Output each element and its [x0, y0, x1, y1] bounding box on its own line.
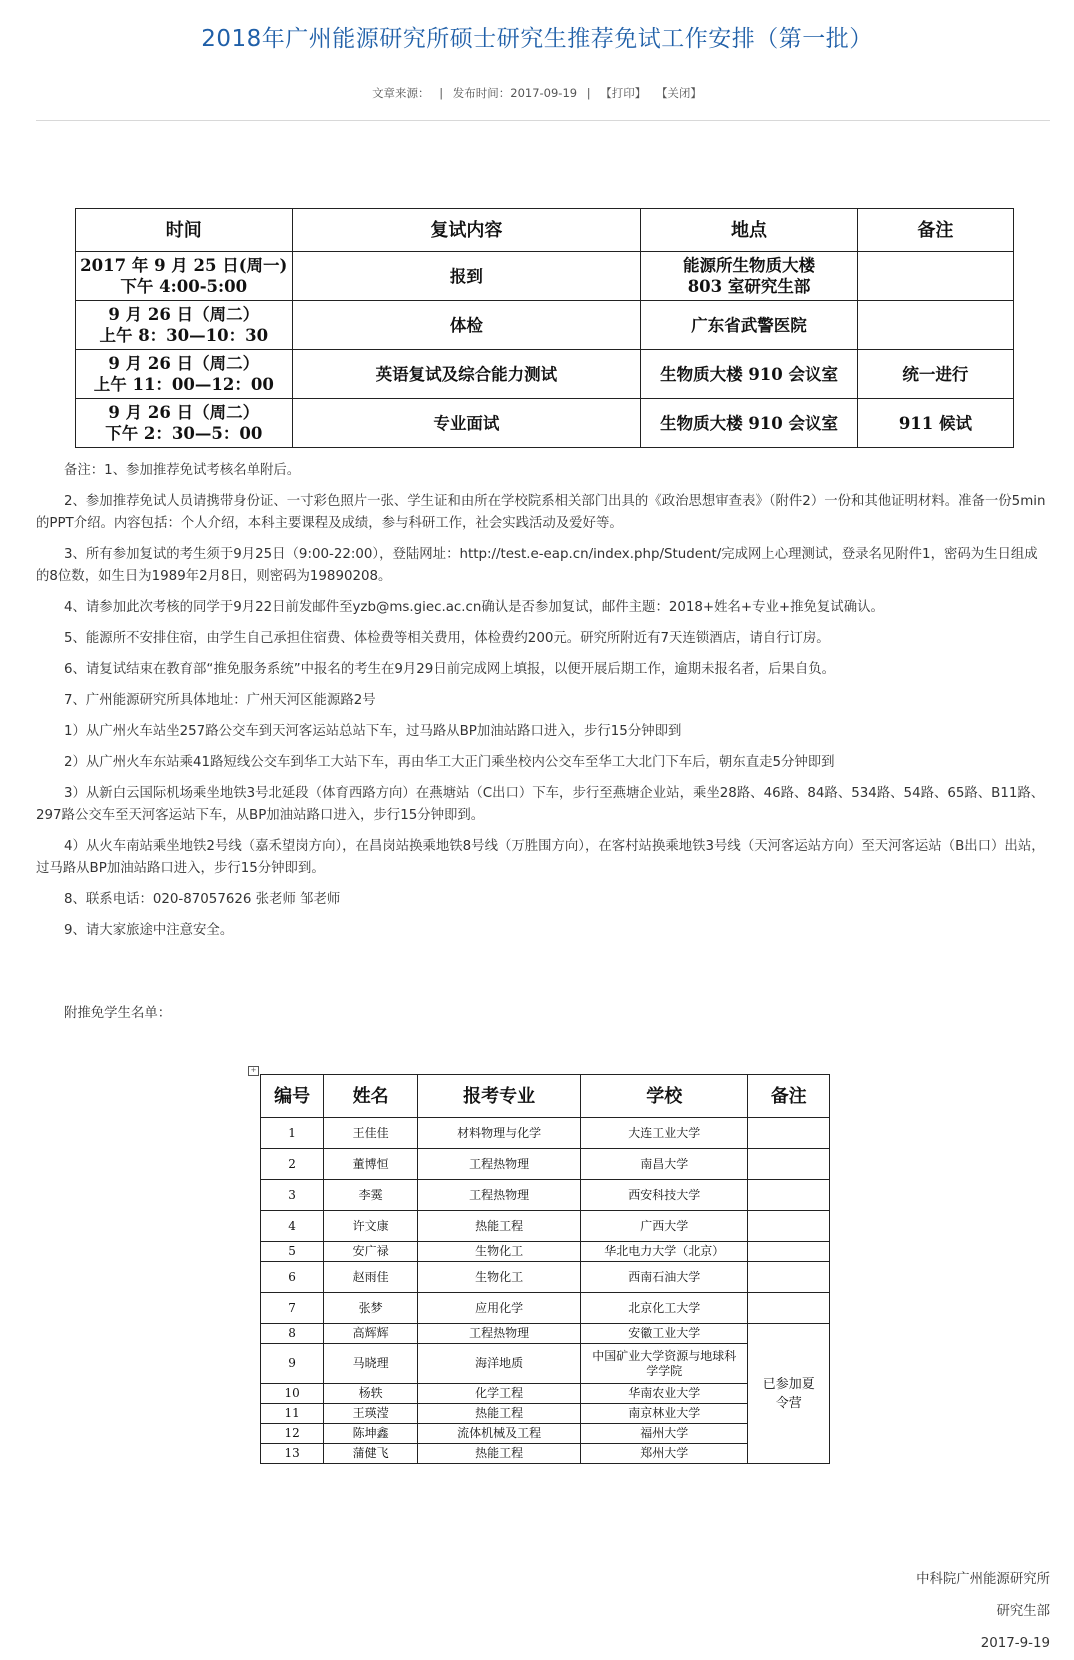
schedule-place-cell: 生物质大楼 910 会议室 [641, 399, 858, 448]
student-major: 应用化学 [418, 1293, 581, 1324]
student-school: 华北电力大学（北京） [581, 1242, 748, 1262]
student-note [748, 1262, 830, 1293]
student-row [261, 1118, 830, 1149]
note-paragraph: 8、联系电话：020-87057626 张老师 邹老师 [64, 892, 341, 907]
student-school: 西南石油大学 [581, 1262, 748, 1293]
student-major: 热能工程 [418, 1211, 581, 1242]
print-link[interactable]: 【打印】 [600, 86, 647, 100]
student-header-row [261, 1075, 830, 1118]
note-paragraph: 9、请大家旅途中注意安全。 [64, 923, 234, 938]
student-name: 李霙 [324, 1180, 418, 1211]
footer-dept: 研究生部 [996, 1604, 1050, 1619]
student-row [261, 1293, 830, 1324]
student-school: 南京林业大学 [581, 1404, 748, 1424]
student-school: 西安科技大学 [581, 1180, 748, 1211]
student-major: 热能工程 [418, 1444, 581, 1464]
schedule-row [76, 301, 1014, 350]
student-school: 郑州大学 [581, 1444, 748, 1464]
student-major: 工程热物理 [418, 1324, 581, 1344]
student-school: 安徽工业大学 [581, 1324, 748, 1344]
meta-separator: | [586, 86, 591, 100]
student-note-merged: 已参加夏令营 [748, 1324, 830, 1464]
note-paragraph: 2、参加推荐免试人员请携带身份证、一寸彩色照片一张、学生证和由所在学校院系相关部门出具的《政治思想审查表》（附件2）一份和其他证明材料。准备一份5min的PPT介绍。内容包括：个人介绍，本科主要课程及成绩，参与科研工作，社会实践活动及爱好等。 [36, 494, 1046, 531]
student-note [748, 1211, 830, 1242]
student-row [261, 1262, 830, 1293]
student-major: 工程热物理 [418, 1180, 581, 1211]
note-paragraph: 6、请复试结束在教育部“推免服务系统”中报名的考生在9月29日前完成网上填报，以便开展后期工作，逾期未报名者，后果自负。 [64, 662, 836, 677]
student-note [748, 1242, 830, 1262]
footer-date: 2017-9-19 [980, 1636, 1050, 1651]
student-name: 安广禄 [324, 1242, 418, 1262]
student-row [261, 1242, 830, 1262]
student-school: 南昌大学 [581, 1149, 748, 1180]
student-header-note: 备注 [748, 1075, 830, 1118]
student-name: 高辉辉 [324, 1324, 418, 1344]
student-name: 许文康 [324, 1211, 418, 1242]
close-link[interactable]: 【关闭】 [655, 86, 702, 100]
student-header-name: 姓名 [324, 1075, 418, 1118]
student-no: 5 [261, 1242, 324, 1262]
note-paragraph: 7、广州能源研究所具体地址：广州天河区能源路2号 [64, 693, 376, 708]
student-no: 12 [261, 1424, 324, 1444]
student-school: 华南农业大学 [581, 1384, 748, 1404]
source-label: 文章来源： [372, 86, 430, 100]
student-no: 9 [261, 1344, 324, 1384]
schedule-time-cell: 2017 年 9 月 25 日(周一) 下午 4:00-5:00 [76, 252, 293, 301]
publish-date: 发布时间：2017-09-19 [452, 86, 578, 100]
schedule-note-cell: 统一进行 [857, 350, 1013, 399]
schedule-header-content: 复试内容 [292, 209, 641, 252]
student-name: 杨轶 [324, 1384, 418, 1404]
student-name: 王佳佳 [324, 1118, 418, 1149]
student-major: 热能工程 [418, 1404, 581, 1424]
schedule-place-cell: 广东省武警医院 [641, 301, 858, 350]
student-major: 生物化工 [418, 1262, 581, 1293]
student-school: 北京化工大学 [581, 1293, 748, 1324]
student-row [261, 1384, 830, 1404]
student-major: 材料物理与化学 [418, 1118, 581, 1149]
schedule-content-cell: 体检 [292, 301, 641, 350]
student-name: 王瑛滢 [324, 1404, 418, 1424]
schedule-row [76, 399, 1014, 448]
schedule-note-cell [857, 252, 1013, 301]
schedule-header-row [76, 209, 1014, 252]
note-paragraph: 5、能源所不安排住宿，由学生自己承担住宿费、体检费等相关费用，体检费约200元。研究所附近有7天连锁酒店，请自行订房。 [64, 631, 830, 646]
student-header-major: 报考专业 [418, 1075, 581, 1118]
student-no: 11 [261, 1404, 324, 1424]
student-school: 广西大学 [581, 1211, 748, 1242]
student-row [261, 1404, 830, 1424]
student-major: 生物化工 [418, 1242, 581, 1262]
schedule-time-cell: 9 月 26 日（周二） 下午 2：30—5：00 [76, 399, 293, 448]
student-name: 赵雨佳 [324, 1262, 418, 1293]
student-note [748, 1293, 830, 1324]
student-major: 工程热物理 [418, 1149, 581, 1180]
student-name: 陈坤鑫 [324, 1424, 418, 1444]
student-name: 张梦 [324, 1293, 418, 1324]
schedule-content-cell: 英语复试及综合能力测试 [292, 350, 641, 399]
student-name: 马晓理 [324, 1344, 418, 1384]
student-no: 13 [261, 1444, 324, 1464]
student-no: 8 [261, 1324, 324, 1344]
student-no: 4 [261, 1211, 324, 1242]
note-paragraph: 备注：1、参加推荐免试考核名单附后。 [64, 463, 301, 478]
student-row [261, 1149, 830, 1180]
student-no: 3 [261, 1180, 324, 1211]
schedule-content-cell: 报到 [292, 252, 641, 301]
student-no: 1 [261, 1118, 324, 1149]
student-school: 福州大学 [581, 1424, 748, 1444]
note-paragraph: 2）从广州火车东站乘41路短线公交车到华工大站下车，再由华工大正门乘坐校内公交车至华工大北门下车后，朝东直走5分钟即到 [64, 755, 835, 770]
schedule-time-cell: 9 月 26 日（周二） 上午 11：00—12：00 [76, 350, 293, 399]
schedule-header-place: 地点 [641, 209, 858, 252]
student-list-label: 附推免学生名单： [64, 1006, 172, 1021]
article-meta [0, 85, 1074, 101]
student-note [748, 1118, 830, 1149]
table-anchor-icon: + [248, 1066, 259, 1076]
notes-section [36, 460, 1050, 951]
note-paragraph: 4）从火车南站乘坐地铁2号线（嘉禾望岗方向），在昌岗站换乘地铁8号线（万胜围方向），在客村站换乘地铁3号线（天河客运站方向）至天河客运站（B出口）出站，过马路从BP加油站路口进入，步行15分钟即到。 [36, 839, 1045, 876]
student-row [261, 1180, 830, 1211]
schedule-table [75, 208, 1014, 448]
student-school: 中国矿业大学资源与地球科学学院 [581, 1344, 748, 1384]
student-row [261, 1211, 830, 1242]
note-paragraph: 3）从新白云国际机场乘坐地铁3号北延段（体育西路方向）在燕塘站（C出口）下车，步行至燕塘企业站，乘坐28路、46路、84路、534路、54路、65路、B11路、297路公交车至天河客运站下车，从BP加油站路口进入，步行15分钟即到。 [36, 786, 1045, 823]
student-no: 10 [261, 1384, 324, 1404]
student-note [748, 1149, 830, 1180]
student-no: 2 [261, 1149, 324, 1180]
schedule-row [76, 350, 1014, 399]
note-paragraph: 4、请参加此次考核的同学于9月22日前发邮件至yzb@ms.giec.ac.cn确认是否参加复试，邮件主题：2018+姓名+专业+推免复试确认。 [64, 600, 884, 615]
student-header-no: 编号 [261, 1075, 324, 1118]
footer-signature [916, 1564, 1050, 1660]
schedule-row [76, 252, 1014, 301]
student-major: 海洋地质 [418, 1344, 581, 1384]
student-table [260, 1074, 830, 1464]
note-paragraph: 1）从广州火车站坐257路公交车到天河客运站总站下车，过马路从BP加油站路口进入，步行15分钟即到 [64, 724, 682, 739]
footer-org: 中科院广州能源研究所 [916, 1572, 1050, 1587]
schedule-content-cell: 专业面试 [292, 399, 641, 448]
schedule-note-cell: 911 候试 [857, 399, 1013, 448]
schedule-note-cell [857, 301, 1013, 350]
schedule-header-time: 时间 [76, 209, 293, 252]
student-row [261, 1324, 830, 1344]
page-title: 2018年广州能源研究所硕士研究生推荐免试工作安排（第一批） [201, 26, 873, 52]
student-name: 董博恒 [324, 1149, 418, 1180]
student-major: 化学工程 [418, 1384, 581, 1404]
student-major: 流体机械及工程 [418, 1424, 581, 1444]
student-no: 6 [261, 1262, 324, 1293]
schedule-header-note: 备注 [857, 209, 1013, 252]
student-row [261, 1444, 830, 1464]
student-name: 蒲健飞 [324, 1444, 418, 1464]
student-no: 7 [261, 1293, 324, 1324]
schedule-time-cell: 9 月 26 日（周二） 上午 8：30—10：30 [76, 301, 293, 350]
student-row [261, 1344, 830, 1384]
schedule-place-cell: 能源所生物质大楼 803 室研究生部 [641, 252, 858, 301]
schedule-place-cell: 生物质大楼 910 会议室 [641, 350, 858, 399]
student-note [748, 1180, 830, 1211]
meta-separator: | [439, 86, 444, 100]
note-paragraph: 3、所有参加复试的考生须于9月25日（9:00-22:00），登陆网址：http://test.e-eap.cn/index.php/Student/完成网上心理测试，登录名见附件1，密码为生日组成的8位数，如生日为1989年2月8日，则密码为19890208。 [36, 547, 1038, 584]
student-school: 大连工业大学 [581, 1118, 748, 1149]
student-header-school: 学校 [581, 1075, 748, 1118]
student-row [261, 1424, 830, 1444]
header-divider [36, 120, 1050, 121]
